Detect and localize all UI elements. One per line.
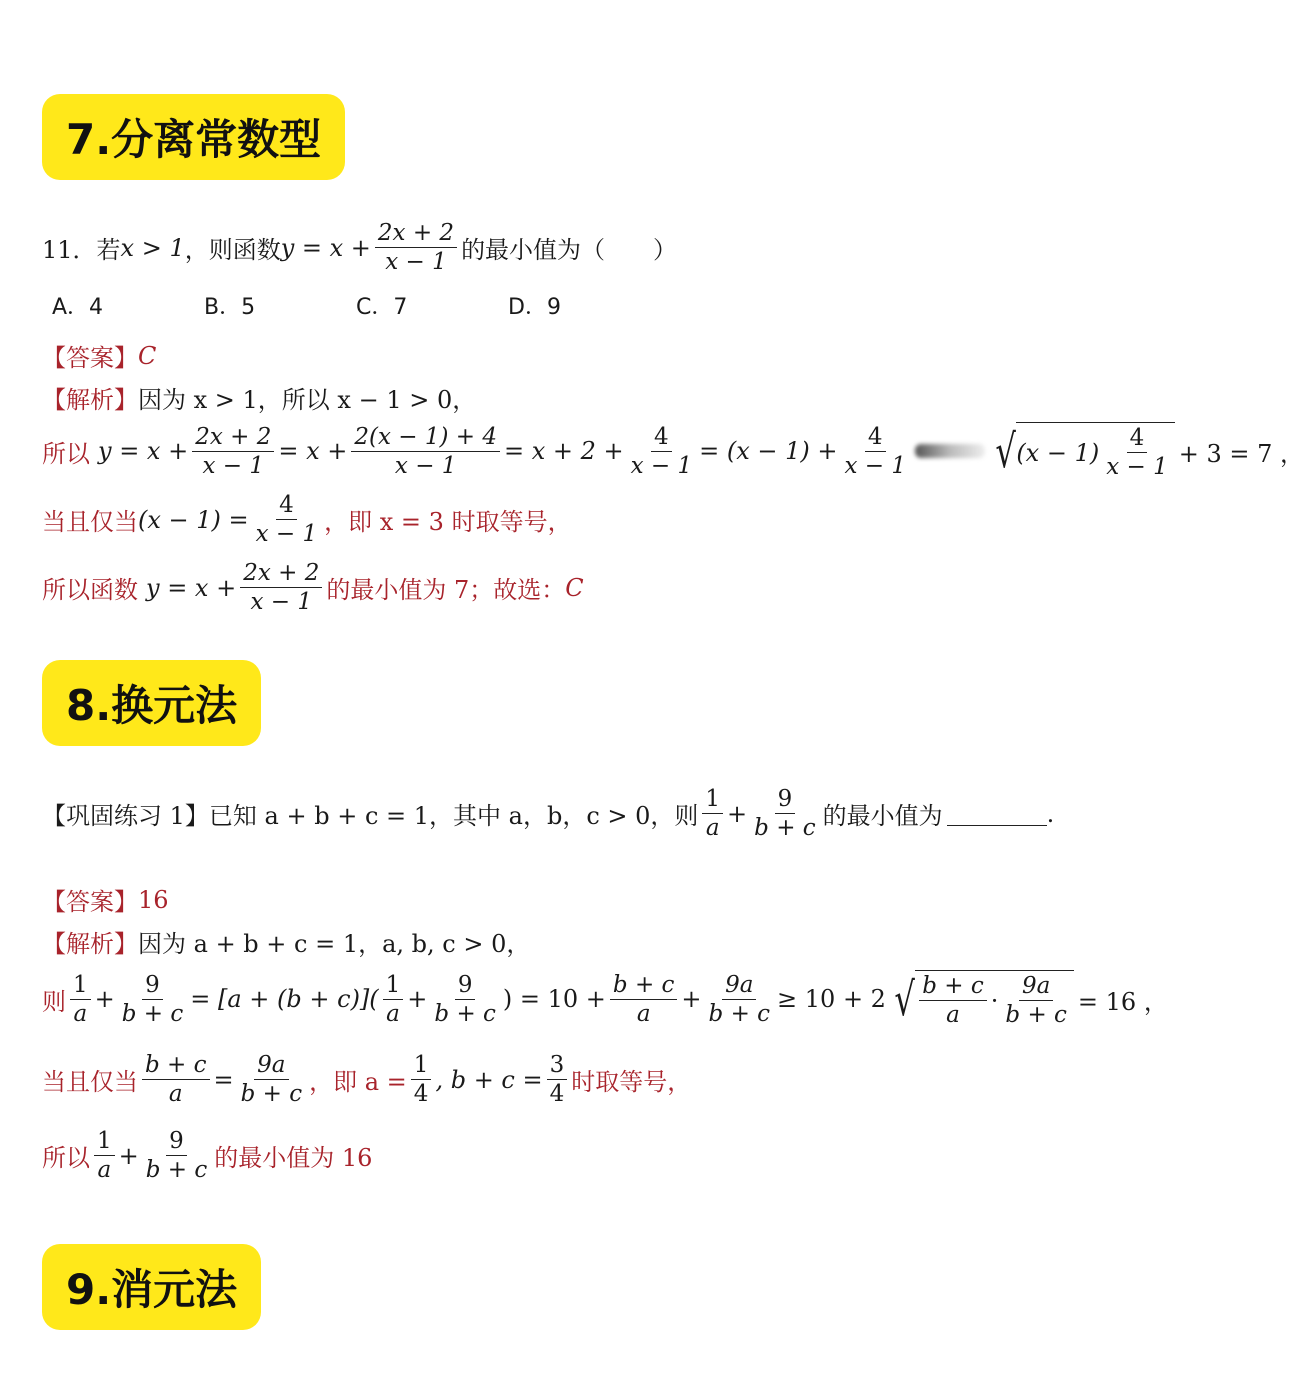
denominator: b + c [754,815,816,842]
fraction [1103,425,1171,481]
exercise-text: 的最小值为 [822,802,943,831]
ex1-analysis-line-1 [42,924,530,959]
numerator: 4 [276,492,297,520]
section-heading-9: 9.消元法 [44,1246,259,1328]
square-root: √ $\frac{b + c}{a}$ · $\frac{9a}{b + c}$ [890,970,1074,1029]
math: ) = 10 + [502,985,606,1014]
numerator: 1 [411,1052,432,1080]
fraction [610,972,678,1028]
denominator: x − 1 [394,452,457,479]
numerator: 9 [142,972,163,1000]
math: + 3 = 7 ， [1178,439,1304,468]
ex1-analysis-line-3 [42,1052,691,1108]
denominator: x − 1 [1106,454,1168,481]
analysis-text: 所以 [42,439,90,468]
numerator: b + c [610,972,678,1000]
math: y = x + [146,573,237,602]
math: y = x + [280,233,371,262]
fraction [628,424,696,480]
analysis-line-4 [42,560,584,616]
denominator: b + c [145,1157,208,1184]
fraction [702,786,723,842]
analysis-text: 当且仅当 [42,1068,138,1097]
denominator: a [705,815,720,842]
answer-value: C [565,573,584,602]
question-number: 11． [42,236,97,265]
choice-d: D．9 [508,295,561,320]
denominator: x − 1 [385,249,447,276]
analysis-text: 的最小值为 16 [214,1144,373,1173]
section-heading-8: 8.换元法 [44,662,259,744]
numerator: 1 [94,1128,115,1156]
denominator: 4 [549,1081,565,1108]
numerator: 4 [865,424,886,452]
analysis-text: 所以函数 [42,576,138,605]
fraction [919,973,987,1029]
fraction [431,972,499,1028]
analysis-label: 【解析】 [42,386,138,414]
fraction [751,786,819,842]
choice-b: B．5 [204,295,256,320]
analysis-label: 【解析】 [42,930,138,958]
question-text: ，则函数 [184,236,281,265]
analysis-text: ，即 x = 3 时取等号， [324,508,572,537]
fraction [706,972,774,1028]
denominator: a [73,1000,88,1027]
analysis-text: 的最小值为 7；故选： [326,576,566,605]
numerator: 3 [547,1052,568,1080]
math: ≥ 10 + 2 [777,985,886,1014]
fraction [547,1052,568,1108]
choice-c: C．7 [356,295,408,320]
exercise-label: 【巩固练习 1】 [42,802,209,831]
denominator: x − 1 [255,521,318,548]
analysis-line-1 [42,380,476,415]
math: y = x + [98,437,189,466]
numerator: 9 [455,972,476,1000]
fraction [411,1052,432,1108]
fraction [351,424,500,480]
math: + [118,1141,139,1170]
denominator: x − 1 [630,452,693,479]
numerator: 2(x − 1) + 4 [351,424,500,452]
denominator: a [97,1157,112,1184]
exercise-text: . [1046,799,1055,828]
analysis-line-3 [42,492,572,548]
denominator: a [946,1002,960,1029]
ex1-analysis-line-2 [42,970,1168,1029]
math: + [727,799,748,828]
ex1-analysis-line-4 [42,1128,372,1184]
numerator: 9a [254,1052,288,1080]
math: = [a + (b + c)]( [190,985,379,1014]
denominator: b + c [240,1081,303,1108]
question-text: 的最小值为（ ） [461,236,678,265]
numerator: 1 [702,786,723,814]
fraction [142,1052,210,1108]
fraction [383,972,404,1028]
math: x > 1 [120,233,185,262]
answer-choices [52,290,660,321]
math: · [990,986,999,1015]
question-text: 若 [96,236,121,265]
math: , b + c = [435,1065,543,1094]
analysis-text: 所以 [42,1144,90,1173]
answer-line [42,338,156,373]
numerator: 9 [166,1128,187,1156]
numerator: 1 [383,972,404,1000]
fraction [240,560,322,616]
smudge-mark [915,444,985,458]
fraction [94,1128,115,1184]
exercise-1 [42,786,1054,842]
denominator: a [168,1081,183,1108]
numerator: 2x + 2 [375,220,457,248]
analysis-text: 当且仅当 [42,508,138,537]
math: + [407,985,428,1014]
fraction [238,1052,306,1108]
math: (x − 1) [1016,438,1100,467]
fraction [375,220,457,276]
answer-blank [947,801,1047,826]
analysis-text: 因为 a + b + c = 1，a, b, c > 0， [138,930,531,958]
analysis-text: 则 [42,987,66,1016]
denominator: x − 1 [202,452,265,479]
math: (x − 1) = [138,505,249,534]
denominator: b + c [121,1000,184,1027]
numerator: 2x + 2 [192,424,274,452]
numerator: 9 [775,786,796,814]
fraction [253,492,321,548]
numerator: 2x + 2 [240,560,322,588]
fraction [143,1128,211,1184]
numerator: 4 [651,424,672,452]
answer-label: 【答案】 [42,344,138,372]
math: = [213,1065,234,1094]
math: = x + [278,437,348,466]
analysis-text: 时取等号， [571,1068,692,1097]
math: + [681,985,702,1014]
numerator: 9a [1019,973,1053,1001]
numerator: 4 [1127,425,1148,453]
numerator: b + c [142,1052,210,1080]
denominator: x − 1 [844,452,906,479]
fraction [842,424,910,480]
denominator: 4 [413,1081,429,1108]
math: + [94,985,115,1014]
fraction [192,424,274,480]
math: = 16 ， [1077,987,1168,1016]
denominator: a [636,1000,651,1027]
denominator: b + c [1005,1002,1067,1029]
answer-value: 16 [138,885,169,914]
numerator: b + c [919,973,987,1001]
answer-label: 【答案】 [42,888,138,916]
section-heading-7: 7.分离常数型 [44,96,343,178]
numerator: 9a [722,972,756,1000]
fraction [1002,973,1070,1029]
math: = x + 2 + [503,437,624,466]
analysis-line-2 [42,422,1304,481]
denominator: a [386,1000,400,1027]
square-root: √ (x − 1) $\frac{4}{x - 1}$ [991,422,1175,481]
choice-a: A．4 [52,295,104,320]
denominator: x − 1 [250,589,313,616]
exercise-text: 已知 a + b + c = 1，其中 a，b，c > 0，则 [208,802,699,831]
answer-value: C [138,341,157,370]
fraction [119,972,187,1028]
ex1-answer-line [42,882,169,917]
fraction [70,972,91,1028]
denominator: b + c [434,1000,496,1027]
analysis-text: 因为 x > 1，所以 x − 1 > 0， [138,386,477,414]
denominator: b + c [708,1000,771,1027]
math: = (x − 1) + [699,437,838,466]
numerator: 1 [70,972,91,1000]
question-11 [42,220,677,276]
analysis-text: ，即 a = [309,1068,407,1097]
